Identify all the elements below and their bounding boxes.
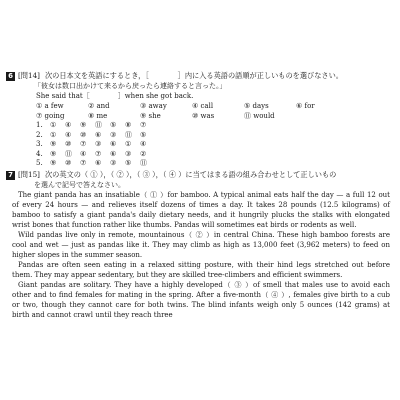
answer-cell: ①: [50, 130, 57, 139]
question-6-english-sentence: She said that［ ］when she got back.: [36, 92, 194, 100]
answer-number: 5.: [36, 159, 43, 168]
option-item: ⑦ going: [36, 112, 65, 120]
answer-cell: ⑩: [80, 130, 87, 139]
question-6-answer-choices: [6, 121, 394, 169]
question-7-instruction: 次の英文の（ ① ），（ ② ），（ ③ ），（ ④ ）に当てはまる語の組み合わせとして正しいもの: [44, 169, 337, 179]
answer-cell: ③: [95, 140, 102, 149]
passage-paragraph: The giant panda has an insatiable（ ① ）for bamboo. A typical animal eats half the day — a full 12 out of every 24 hours — and relieves itself dozens of times a day. It takes 28 pounds (12.5 kilograms) of bamboo to satisfy a giant panda's daily dietary needs, and it hungrily plucks the stalks with elongated wrist bones that function rather like thumbs. Pandas will sometimes eat birds or rodents as well.: [12, 190, 390, 229]
answer-cell: ⑨: [50, 149, 57, 158]
answer-cell: ⑦: [95, 149, 102, 158]
answer-cell: ③: [110, 130, 117, 139]
answer-choice-row[interactable]: [6, 121, 394, 131]
answer-cell: ⑨: [80, 121, 87, 129]
option-item: ⑥ for: [296, 102, 315, 110]
option-item: ⑧ me: [88, 112, 108, 120]
answer-cell: ⑦: [80, 159, 87, 168]
question-6-japanese-sentence: 「彼女は数口出かけて来るから戻ったら連絡すると言った。」: [34, 82, 227, 90]
answer-number: 2.: [36, 130, 43, 139]
answer-cell: ⑥: [110, 140, 117, 149]
answer-cell: ⑩: [65, 140, 72, 149]
answer-cell: ⑤: [125, 159, 132, 168]
question-6-number-box: 6: [6, 72, 15, 81]
answer-choice-row[interactable]: [6, 131, 394, 141]
answer-cell: ⑪: [65, 149, 72, 158]
answer-cell: ⑥: [95, 159, 102, 168]
question-7-header: [6, 170, 394, 180]
question-6-options-row-2: [6, 111, 394, 121]
answer-cell: ⑥: [95, 130, 102, 139]
answer-cell: ④: [80, 149, 87, 158]
answer-cell: ⑦: [140, 121, 147, 129]
answer-cell: ⑩: [65, 159, 72, 168]
question-6-instruction: 次の日本文を英語にするとき，［ ］内に入る英語の語順が正しいものを選びなさい。: [44, 71, 343, 80]
option-item: ⑤ days: [244, 102, 269, 110]
answer-cell: ⑥: [110, 149, 117, 158]
question-6-label: [問14]: [18, 71, 40, 80]
question-6-options: [6, 101, 394, 111]
question-7-number-box: 7: [6, 171, 15, 180]
option-item: ③ away: [140, 102, 167, 110]
question-7-instruction-continued: を選んで記号で答えなさい。: [34, 180, 125, 189]
passage-paragraph: Giant pandas are solitary. They have a highly developed（ ③ ）of smell that males use to avoid each other and to find females for mating in the spring. After a five-month（ ④ ）, females give birth to a cub or two, though they cannot care for both twins. The blind infants weigh only 5 ounces (142 grams) at birth and cannot crawl until they reach three: [12, 280, 390, 319]
answer-cell: ⑪: [140, 159, 147, 168]
answer-cell: ②: [140, 149, 147, 158]
answer-choice-row[interactable]: [6, 150, 394, 160]
answer-cell: ⑤: [140, 130, 147, 139]
answer-cell: ⑦: [80, 140, 87, 149]
passage-paragraph: Wild pandas live only in remote, mountainous（ ② ）in central China. These high bamboo forests are cool and wet — just as pandas like it. They may climb as high as 13,000 feet (3,962 meters) to feed on higher slopes in the summer season.: [12, 230, 390, 259]
question-6-header: [6, 71, 394, 81]
answer-cell: ⑧: [125, 121, 132, 129]
option-item: ⑨ she: [140, 112, 161, 120]
answer-choice-row[interactable]: [6, 159, 394, 169]
answer-cell: ⑨: [50, 159, 57, 168]
answer-cell: ③: [110, 159, 117, 168]
answer-cell: ④: [65, 130, 72, 139]
answer-choice-row[interactable]: [6, 140, 394, 150]
answer-cell: ④: [140, 140, 147, 149]
option-item: ④ call: [192, 102, 214, 110]
option-item: ⑩ was: [192, 112, 215, 120]
passage-paragraph: Pandas are often seen eating in a relaxed sitting posture, with their hind legs stretched out before them. They may appear sedentary, but they are skilled tree-climbers and efficient swimmers.: [12, 260, 390, 279]
answer-number: 4.: [36, 149, 43, 158]
answer-number: 1.: [36, 121, 43, 129]
option-item: ① a few: [36, 102, 64, 110]
answer-number: 3.: [36, 140, 43, 149]
answer-cell: ④: [65, 121, 72, 129]
answer-cell: ⑪: [95, 121, 102, 129]
answer-cell: ③: [125, 149, 132, 158]
answer-cell: ①: [50, 121, 57, 129]
question-7-label: [問15]: [18, 169, 40, 179]
answer-cell: ⑤: [110, 121, 117, 129]
option-item: ② and: [88, 102, 110, 110]
option-item: ⑪ would: [244, 112, 275, 120]
answer-cell: ①: [125, 140, 132, 149]
answer-cell: ⑨: [50, 140, 57, 149]
answer-cell: ⑪: [125, 130, 132, 139]
